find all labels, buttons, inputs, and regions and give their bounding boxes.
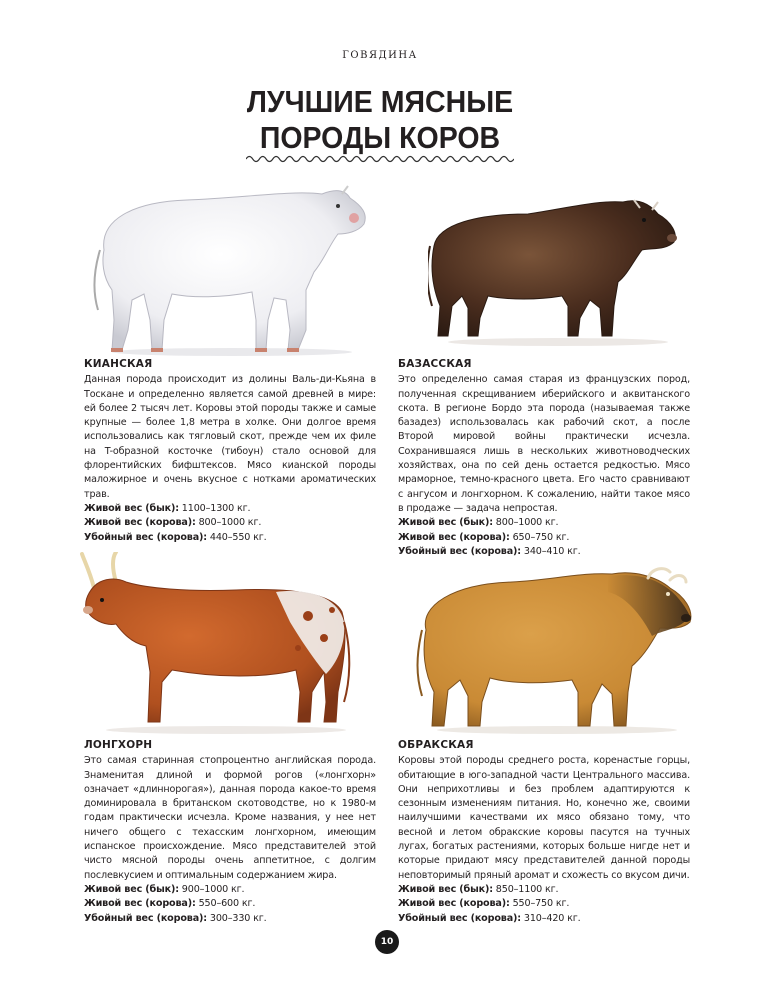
breed-block-bazadaise bbox=[398, 357, 690, 559]
wavy-divider bbox=[246, 154, 514, 164]
stat-live-weight-cow: Живой вес (корова): 550–600 кг. bbox=[84, 898, 256, 910]
stat-live-weight-cow: Живой вес (корова): 650–750 кг. bbox=[398, 531, 570, 543]
breed-description: Данная порода происходит из долины Валь-ди-Кьяна в Тоскане и определенно является самой древней в мире: ей более 2 тысяч лет. Коровы этой породы также и самые крупные — более 1,8 метра в холке. Они долгое время использовались как тягловый скот, прежде чем их филе на T-образной косточке (тибоун) стало основой для флорентийских бифштексов. Мясо кианской породы маложирное и очень вкусное с нотками ароматических трав. bbox=[84, 374, 376, 500]
page-title-line-1: ЛУЧШИЕ МЯСНЫЕ bbox=[246, 84, 514, 119]
stat-live-weight-cow: Живой вес (корова): 550–750 кг. bbox=[398, 898, 570, 910]
breed-name: БАЗАССКАЯ bbox=[398, 358, 472, 370]
breed-block-longhorn bbox=[84, 738, 376, 926]
breed-name: КИАНСКАЯ bbox=[84, 358, 153, 370]
stat-live-weight-cow: Живой вес (корова): 800–1000 кг. bbox=[84, 517, 262, 529]
breed-description: Коровы этой породы среднего роста, коренастые горцы, обитающие в юго-западной части Центрального массива. Они неприхотливы и без проблем адаптируются к сезонным изменениям питания. Но, конечно же, своими наилучшими качествами их мясо обязано тому, что весной и летом обракские коровы пасутся на тучных лугах, богатых растениями, которых больше нигде нет и которые придают мясу представителей данной породы неповторимый пряный аромат и схожесть со вкусом дичи. bbox=[398, 755, 690, 881]
page-number: 10 bbox=[375, 930, 399, 954]
page-title bbox=[30, 84, 729, 156]
breed-block-aubrac bbox=[398, 738, 690, 926]
bazadaise-bull-illustration bbox=[428, 196, 683, 348]
section-label: ГОВЯДИНА bbox=[342, 50, 418, 61]
breed-name: ОБРАКСКАЯ bbox=[398, 739, 474, 751]
stat-live-weight-bull: Живой вес (бык): 800–1000 кг. bbox=[398, 517, 559, 529]
chianina-cow-illustration bbox=[92, 180, 377, 358]
breed-description: Это самая старинная стопроцентно английская порода. Знаменитая длиной и формой рогов («лонгхорн» означает «длиннорогая»), данная порода какое-то время доминировала в британском скотоводстве, но к 1980-м годам практически исчезла. Кроме названия, у нее нет ничего общего с техасским лонгхорном, имеющим испанское происхождение. Мясо представителей этой чисто мясной породы очень аппетитное, с долгим послевкусием и оптимальным содержанием жира. bbox=[84, 755, 376, 881]
stat-slaughter-weight-cow: Убойный вес (корова): 340–410 кг. bbox=[398, 545, 581, 557]
aubrac-bull-illustration bbox=[412, 566, 702, 736]
breed-description: Это определенно самая старая из французских пород, полученная скрещиванием иберийского и аквитанского скота. В регионе Бордо эта порода (называемая также базадез) использовалась как рабочий скот, а после Второй мировой войны практически исчезла. Сохранившаяся лишь в нескольких животноводческих хозяйствах, она по сей день остается редкостью. Мясо мраморное, темно-красного цвета. Его часто сравнивают с ангусом и лонгхорном. К сожалению, найти такое мясо в продаже — задача непростая. bbox=[398, 374, 690, 514]
longhorn-cow-illustration bbox=[76, 552, 366, 736]
page-title-line-2: ПОРОДЫ КОРОВ bbox=[259, 120, 501, 155]
stat-slaughter-weight-cow: Убойный вес (корова): 300–330 кг. bbox=[84, 912, 267, 924]
stat-slaughter-weight-cow: Убойный вес (корова): 310–420 кг. bbox=[398, 912, 581, 924]
stat-live-weight-bull: Живой вес (бык): 850–1100 кг. bbox=[398, 883, 559, 895]
breed-name: ЛОНГХОРН bbox=[84, 739, 153, 751]
stat-live-weight-bull: Живой вес (бык): 900–1000 кг. bbox=[84, 883, 245, 895]
breed-block-chianina bbox=[84, 357, 376, 545]
stat-live-weight-bull: Живой вес (бык): 1100–1300 кг. bbox=[84, 502, 251, 514]
stat-slaughter-weight-cow: Убойный вес (корова): 440–550 кг. bbox=[84, 531, 267, 543]
